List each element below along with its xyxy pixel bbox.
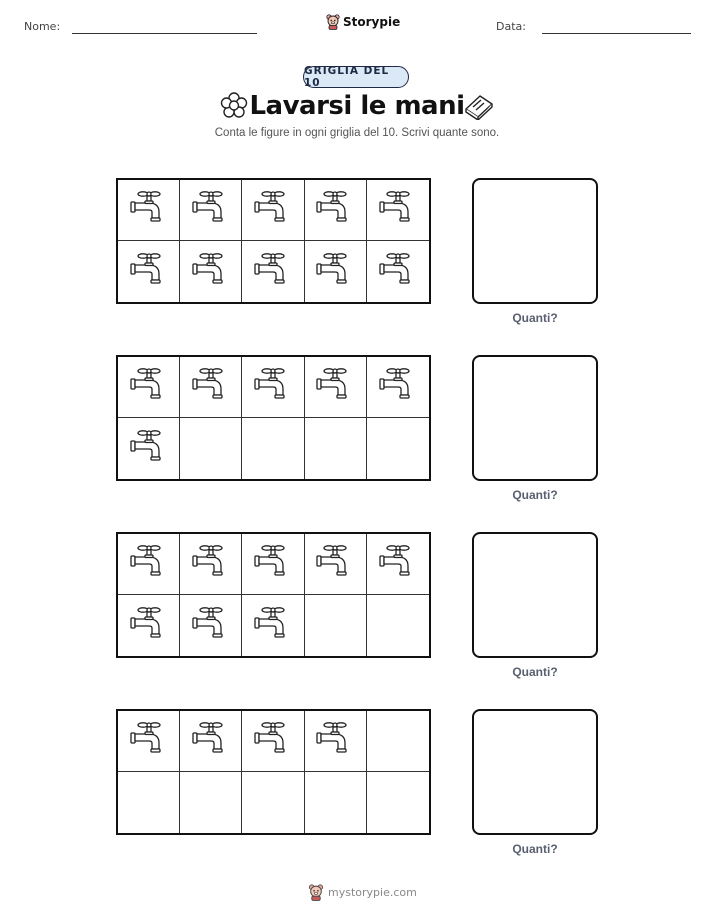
grid-cell [118, 418, 180, 479]
brand-logo [326, 14, 400, 30]
grid-cell [180, 595, 242, 656]
grid-cell [367, 772, 429, 833]
page-title: Lavarsi le mani [249, 91, 465, 121]
ten-frame-grid [116, 355, 431, 481]
footer-url: mystorypie.com [328, 886, 417, 899]
answer-label: Quanti? [512, 842, 558, 856]
grid-cell [180, 711, 242, 772]
grid-cell [367, 357, 429, 418]
grid-cell [242, 534, 304, 595]
instructions: Conta le figure in ogni griglia del 10. Scrivi quante sono. [214, 127, 500, 139]
faucet-icon [378, 367, 418, 407]
grid-cell [305, 241, 367, 302]
grid-cell [367, 711, 429, 772]
name-field[interactable] [72, 33, 257, 34]
ten-frame-grid [116, 178, 431, 304]
brand-name: Storypie [343, 15, 401, 29]
grid-cell [242, 180, 304, 241]
date-label: Data: [496, 20, 526, 33]
faucet-icon [315, 252, 355, 292]
grid-cell [242, 595, 304, 656]
faucet-icon [191, 252, 231, 292]
faucet-icon [378, 252, 418, 292]
faucet-icon [253, 252, 293, 292]
grid-cell [305, 418, 367, 479]
grid-cell [305, 595, 367, 656]
grid-cell [305, 711, 367, 772]
faucet-icon [253, 721, 293, 761]
grid-cell [180, 772, 242, 833]
faucet-icon [129, 252, 169, 292]
faucet-icon [129, 721, 169, 761]
grid-cell [367, 595, 429, 656]
grid-cell [180, 534, 242, 595]
faucet-icon [191, 606, 231, 646]
grid-cell [367, 418, 429, 479]
footer [308, 884, 417, 901]
faucet-icon [378, 544, 418, 584]
faucet-icon [129, 190, 169, 230]
ten-frame-grid [116, 709, 431, 835]
faucet-icon [315, 190, 355, 230]
answer-box[interactable] [472, 178, 598, 304]
faucet-icon [253, 544, 293, 584]
grid-cell [305, 772, 367, 833]
grid-cell [118, 595, 180, 656]
faucet-icon [253, 367, 293, 407]
grid-cell [367, 180, 429, 241]
faucet-icon [129, 544, 169, 584]
worksheet-type-badge: GRIGLIA DEL 10 [303, 66, 409, 88]
grid-cell [118, 357, 180, 418]
faucet-icon [315, 544, 355, 584]
faucet-icon [253, 606, 293, 646]
grid-cell [242, 357, 304, 418]
answer-box[interactable] [472, 355, 598, 481]
faucet-icon [378, 190, 418, 230]
bear-mascot-icon [308, 884, 324, 901]
grid-cell [242, 772, 304, 833]
answer-box[interactable] [472, 532, 598, 658]
grid-cell [180, 357, 242, 418]
faucet-icon [191, 190, 231, 230]
answer-label: Quanti? [512, 488, 558, 502]
faucet-icon [129, 429, 169, 469]
grid-cell [242, 241, 304, 302]
date-field[interactable] [542, 33, 691, 34]
grid-cell [118, 534, 180, 595]
grid-cell [180, 241, 242, 302]
ten-frame-grid [116, 532, 431, 658]
faucet-icon [191, 544, 231, 584]
grid-cell [367, 534, 429, 595]
grid-cell [305, 180, 367, 241]
grid-cell [367, 241, 429, 302]
name-label: Nome: [24, 20, 61, 33]
answer-label: Quanti? [512, 665, 558, 679]
grid-cell [242, 711, 304, 772]
bear-mascot-icon [326, 14, 340, 30]
answer-box[interactable] [472, 709, 598, 835]
grid-cell [118, 772, 180, 833]
grid-cell [118, 711, 180, 772]
grid-cell [118, 241, 180, 302]
faucet-icon [129, 606, 169, 646]
soap-bar-icon [463, 92, 495, 120]
grid-cell [118, 180, 180, 241]
faucet-icon [191, 721, 231, 761]
grid-cell [180, 180, 242, 241]
faucet-icon [315, 721, 355, 761]
faucet-icon [315, 367, 355, 407]
answer-label: Quanti? [512, 311, 558, 325]
grid-cell [242, 418, 304, 479]
grid-cell [305, 357, 367, 418]
faucet-icon [129, 367, 169, 407]
grid-cell [305, 534, 367, 595]
grid-cell [180, 418, 242, 479]
faucet-icon [253, 190, 293, 230]
faucet-icon [191, 367, 231, 407]
